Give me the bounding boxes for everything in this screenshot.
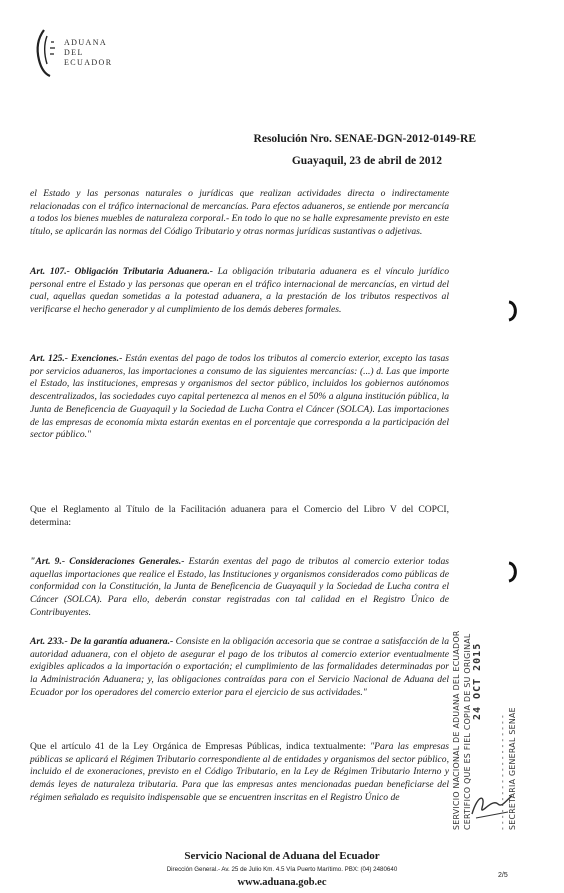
stamp-line: SECRETARIA GENERAL SENAE (508, 707, 517, 830)
logo-line: ADUANA (64, 38, 108, 47)
logo-wordmark (64, 38, 112, 68)
aduana-emblem-icon (30, 28, 60, 78)
stamp-line: CERTIFICO QUE ES FIEL COPIA DE SU ORIGINAL (462, 633, 472, 830)
article-body: Estarán exentas del pago de tributos al comercio exterior todas aquellas importaciones que realice el Estado, las Instituciones y organismos considerados como públicas de conformidad con la Constitución, la Junta de Beneficencia de Guayaquil y la Sociedad de Lucha contra el Cáncer (SOLCA). Para ello, deberán constar registradas con tal calidad en el Registro Único de Contribuyentes. (30, 556, 450, 618)
reglamento-intro (30, 504, 449, 529)
article-heading: "Art. 9.- Consideraciones Generales.- (30, 556, 185, 567)
footer-address: Dirección General.- Av. 25 de Julio Km. 4.5 Vía Puerto Marítimo. PBX: (04) 2480640 (166, 866, 398, 873)
footer-website[interactable]: www.aduana.gob.ec (237, 877, 327, 888)
article-heading: Art. 233.- De la garantía aduanera.- (30, 636, 174, 647)
handwritten-signature (468, 790, 516, 820)
stamp-date: 24 OCT 2015 (472, 642, 483, 720)
paragraph-text: Que el Reglamento al Título de la Facilitación aduanera para el Comercio del Libro V del COPCI, determina: (30, 504, 449, 528)
article-233 (30, 636, 449, 700)
paragraph-intro (30, 188, 449, 239)
article-heading: Art. 107.- Obligación Tributaria Aduanera.- (30, 266, 213, 277)
punch-hole-icon (504, 300, 520, 322)
logo-line: DEL (64, 48, 84, 57)
article-body: La obligación tributaria aduanera es el vínculo jurídico personal entre el Estado y las personas que operan en el tráfico internacional de mercancías, en virtud del cual, aquellas quedan sometidas a la potestad aduanera, a la prestación de los tributos respectivos al verificarse el hecho generador y al cumplimiento de los demás deberes formales. (30, 266, 449, 316)
article-heading: Art. 125.- Exenciones.- (30, 353, 123, 364)
footer-org: Servicio Nacional de Aduana del Ecuador (184, 850, 380, 862)
article-107 (30, 266, 449, 317)
logo-line: ECUADOR (64, 58, 113, 67)
resolution-date: Guayaquil, 23 de abril de 2012 (291, 155, 442, 167)
article-125 (30, 353, 449, 442)
stamp-line: - - - - - - - - - - - - - - - - - - - - (497, 714, 507, 830)
article-intro: Que el artículo 41 de la Ley Orgánica de Empresas Públicas, indica textualmente: (30, 741, 371, 752)
aduana-logo (30, 28, 140, 80)
punch-hole-icon (504, 561, 520, 583)
paragraph-text: el Estado y las personas naturales o jurídicas que realizan actividades directa o indirectamente relacionadas con el tráfico internacional de mercancías. Para efectos aduaneros, se entiende por mercancía a todos los bienes muebles de naturaleza corporal.- En todo lo que no se halle expresamente previsto en este título, se aplicarán las normas del Código Tributario y otras normas jurídicas sustantivas o adjetivas. (30, 188, 449, 238)
article-body: Están exentas del pago de todos los tributos al comercio exterior, excepto las tasas por servicios aduaneros, las importaciones a consumo de las siguientes mercancías: (...) d. Las que importe el Estado, las instituciones, empresas y organismos del sector público, incluidos los gobiernos autónomos descentralizados, las sociedades cuyo capital pertenezca al menos en el 50% a alguna institución pública, la Junta de Beneficencia de Guayaquil y la Sociedad de Lucha Contra el Cáncer (SOLCA). Las importaciones de las empresas de economía mixta estarán exentas en el porcentaje que corresponda a la participación del sector público." (30, 353, 449, 441)
article-body: Consiste en la obligación accesoria que se contrae a satisfacción de la autoridad aduanera, con el objeto de asegurar el pago de los tributos al comercio exterior eventualmente exigibles aplicados a la importación o exportación; el cumplimiento de las formalidades determinadas por la Administración Aduanera; y, las obligaciones contraídas para con el Servicio Nacional de Aduana del Ecuador por los operadores del comercio exterior para el ejercicio de sus actividades." (30, 636, 449, 698)
resolution-number: Resolución Nro. SENAE-DGN-2012-0149-RE (253, 133, 476, 145)
article-body: "Para las empresas públicas se aplicará el Régimen Tributario correspondiente al de entidades y organismos del sector público, incluido el de exoneraciones, previsto en el Código Tributario, en la Ley de Régimen Tributario Interno y demás leyes de naturaleza tributaria. Para que las empresas antes mencionadas puedan beneficiarse del régimen señalado es requisito indispensable que se encuentren inscritas en el Registro Único de (30, 741, 449, 803)
article-9 (30, 556, 449, 620)
article-41 (30, 741, 449, 805)
page-number: 2/5 (498, 872, 508, 879)
stamp-line: SERVICIO NACIONAL DE ADUANA DEL ECUADOR (452, 630, 461, 830)
